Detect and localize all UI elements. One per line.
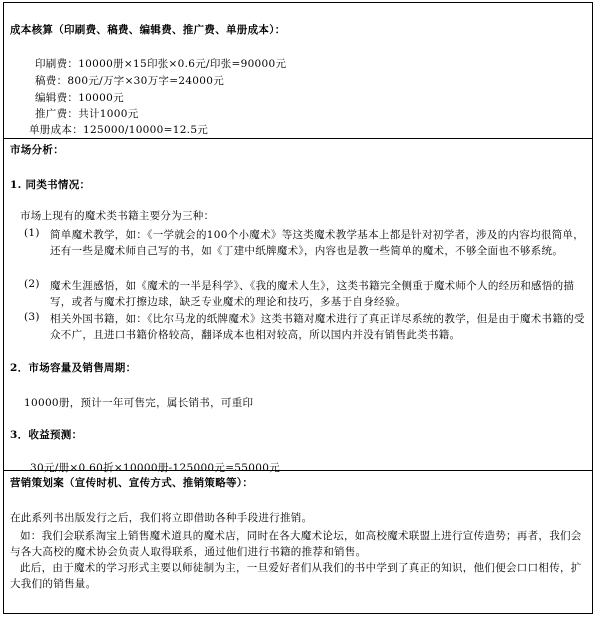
marketing-paragraph: 此后，由于魔术的学习形式主要以师徒制为主，一旦爱好者们从我们的书中学到了真正的知识，他们便会口口相传，扩大我们的销售量。 (10, 562, 582, 590)
proposal-form (3, 2, 593, 614)
marketing-paragraph: 如：我们会联系淘宝上销售魔术道具的魔术店，同时在各大魔术论坛，如高校魔术联盟上进行宣传造势；再者，我们会与各大高校的魔术协会负责人取得联系，通过他们进行书籍的推荐和销售。 (10, 530, 582, 558)
market-size-title: 2．市场容量及销售周期： (10, 362, 137, 374)
list-item-number: (2) (24, 278, 40, 290)
market-heading: 市场分析： (10, 144, 64, 156)
revenue-text: 30元/册×0.60折×10000册-125000元=55000元 (30, 462, 281, 474)
list-item-number: (3) (24, 311, 40, 323)
marketing-plan-section (3, 470, 593, 614)
cost-line-promotion: 推广费：共计1000元 (35, 108, 139, 120)
list-item-text: 魔术生涯感悟，如《魔术的一半是科学》、《我的魔术人生》，这类书籍完全侧重于魔术师个人的经历和感悟的描写，或者与魔术打擦边球，缺乏专业魔术的理论和技巧，多基于自身经验。 (50, 280, 575, 308)
cost-line-manuscript: 稿费：800元/万字×30万字=24000元 (35, 75, 225, 87)
revenue-title: 3．收益预测： (10, 429, 83, 441)
cost-heading: 成本核算（印刷费、稿费、编辑费、推广费、单册成本）： (10, 24, 286, 36)
list-item-text: 相关外国书籍，如：《比尔马龙的纸牌魔术》这类书籍对魔术进行了真正详尽系统的教学，但是由于魔术书籍的受众不广，且进口书籍价格较高，翻译成本也相对较高，所以国内并没有销售此类书籍。 (50, 313, 585, 341)
cost-line-print: 印刷费：10000册×15印张×0.6元/印张=90000元 (35, 58, 287, 70)
similar-books-title: 1. 同类书情况： (10, 179, 91, 191)
list-item-text: 简单魔术教学，如：《一学就会的100个小魔术》等这类魔术教学基本上都是针对初学者，涉及的内容均很简单，还有一些是魔术师自己写的书，如《丁建中纸牌魔术》，内容也是教一些简单的魔术，不够全面也不够系统。 (50, 229, 585, 257)
list-item-number: (1) (24, 227, 40, 239)
market-section (3, 138, 593, 474)
cost-line-unit: 单册成本：125000/10000=12.5元 (29, 124, 209, 136)
market-size-text: 10000册，预计一年可售完，属长销书，可重印 (24, 397, 254, 409)
cost-line-editing: 编辑费：10000元 (35, 92, 124, 104)
marketing-heading: 营销策划案（宣传时机、宣传方式、推销策略等）： (10, 477, 254, 489)
cost-section (3, 2, 593, 139)
similar-books-intro: 市场上现有的魔术类书籍主要分为三种： (20, 210, 215, 222)
marketing-paragraph: 在此系列书出版发行之后，我们将立即借助各种手段进行推销。 (10, 512, 313, 524)
